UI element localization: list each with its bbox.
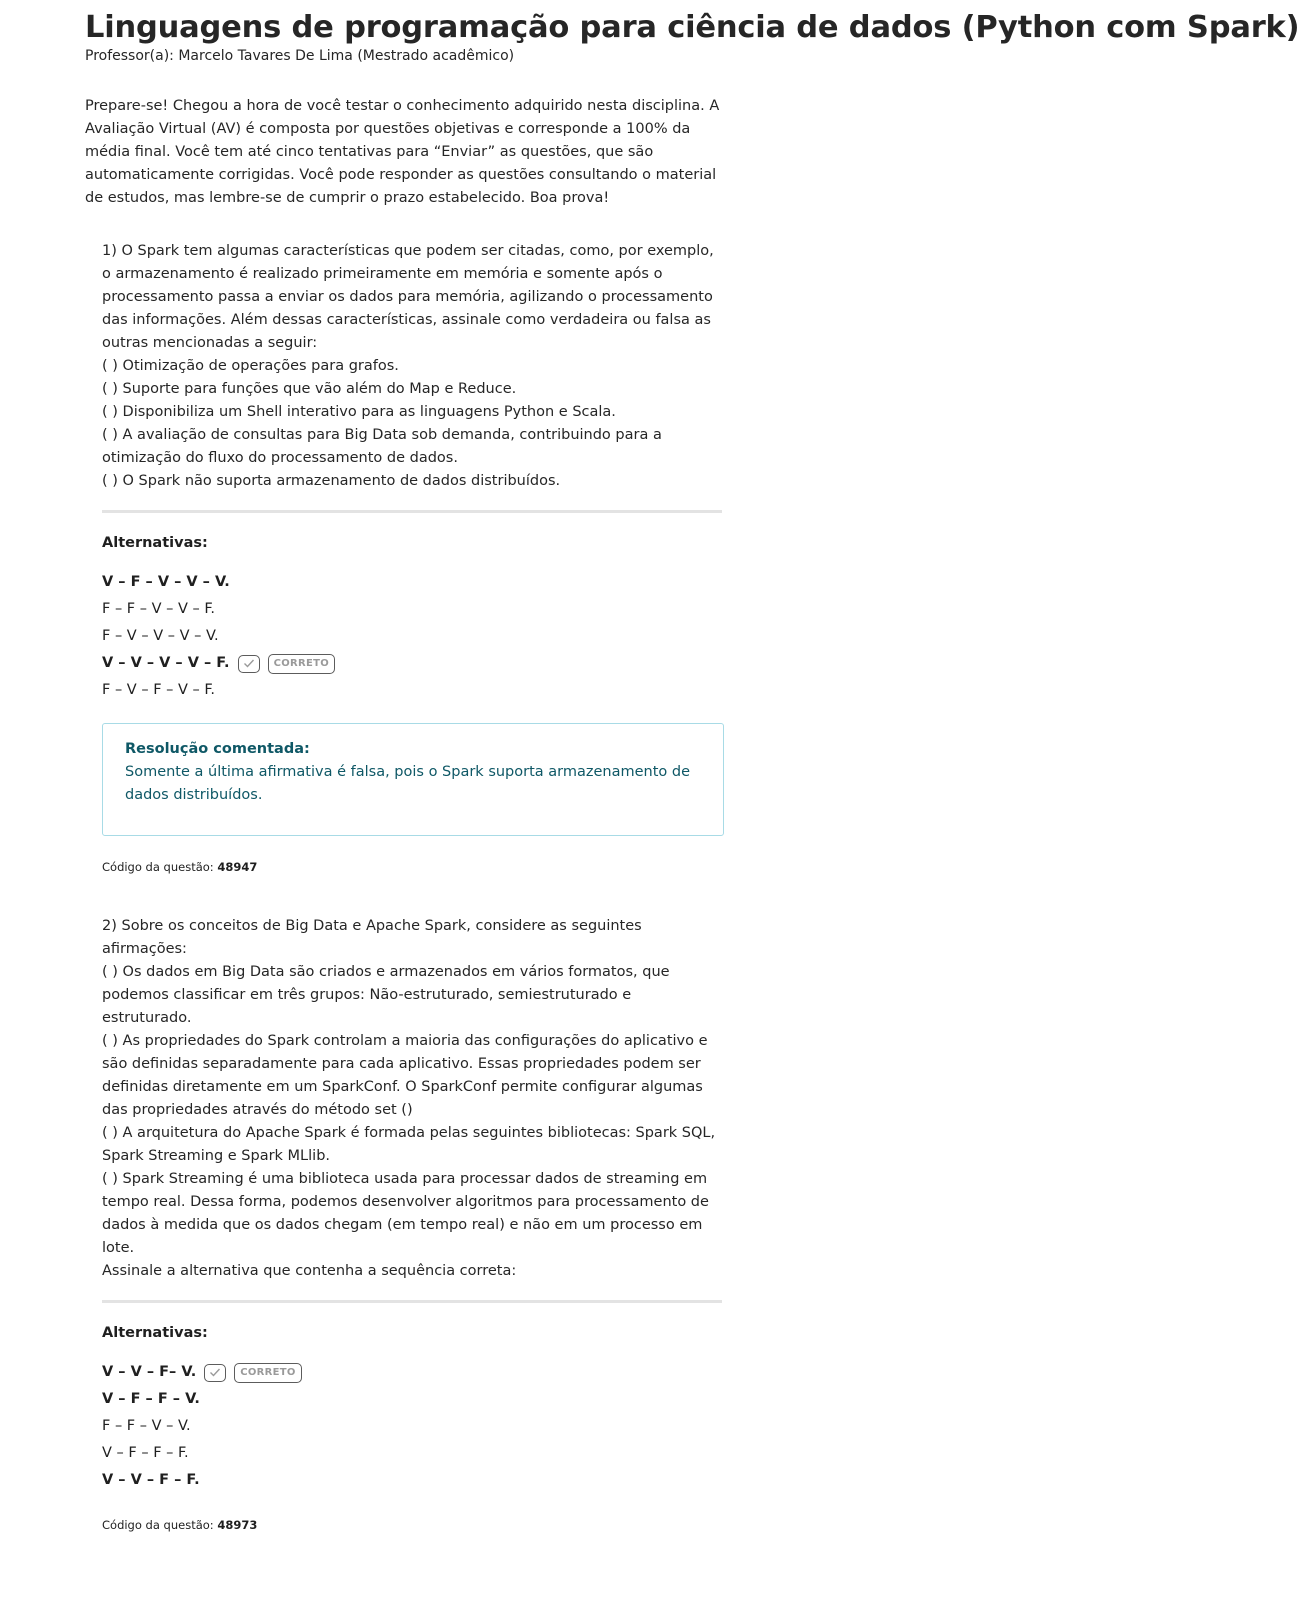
alternative-option[interactable] xyxy=(102,677,724,704)
alternative-label: V – F – V – V – V. xyxy=(102,574,230,590)
commented-resolution xyxy=(102,723,724,836)
statement-item: ( ) A arquitetura do Apache Spark é formada pelas seguintes bibliotecas: Spark SQL, Spark Streaming e Spark MLlib. xyxy=(102,1125,716,1164)
alternative-option[interactable] xyxy=(102,1386,724,1413)
question-statement: 1) O Spark tem algumas características que podem ser citadas, como, por exemplo, o armazenamento é realizado primeiramente em memória e somente após o processamento passa a enviar os dados para memória, agilizando o processamento das informações. Além dessas características, assinale como verdadeira ou falsa as outras mencionadas a seguir: xyxy=(102,243,714,351)
correct-badge: CORRETO xyxy=(234,1363,302,1383)
alternative-option-selected[interactable] xyxy=(102,650,724,677)
alternatives-list xyxy=(102,569,724,704)
alternative-option-selected[interactable] xyxy=(102,1359,724,1386)
alternative-option[interactable] xyxy=(102,569,724,596)
alternative-option[interactable] xyxy=(102,623,724,650)
alternative-label: V – V – F – F. xyxy=(102,1472,200,1488)
alternatives-heading: Alternativas: xyxy=(102,535,208,551)
alternatives-list xyxy=(102,1359,724,1494)
alternative-label: F – V – V – V – V. xyxy=(102,628,219,644)
statement-item: ( ) Suporte para funções que vão além do Map e Reduce. xyxy=(102,381,517,397)
question-code-value: 48973 xyxy=(217,1518,258,1532)
statement-item: ( ) Otimização de operações para grafos. xyxy=(102,358,399,374)
question-code xyxy=(102,860,724,874)
alternative-label: F – F – V – V – F. xyxy=(102,601,216,617)
question-statement: 2) Sobre os conceitos de Big Data e Apache Spark, considere as seguintes afirmações: xyxy=(102,918,642,957)
question-instruction: Assinale a alternativa que contenha a sequência correta: xyxy=(102,1263,517,1279)
divider xyxy=(102,1300,722,1303)
resolution-text: Somente a última afirmativa é falsa, pois o Spark suporta armazenamento de dados distribuídos. xyxy=(125,764,691,803)
statement-item: ( ) O Spark não suporta armazenamento de dados distribuídos. xyxy=(102,473,561,489)
statement-item: ( ) As propriedades do Spark controlam a maioria das configurações do aplicativo e são definidas separadamente para cada aplicativo. Essas propriedades podem ser definidas diretamente em um SparkConf. O SparkConf permite configurar algumas das propriedades através do método set () xyxy=(102,1033,708,1118)
statement-item: ( ) A avaliação de consultas para Big Data sob demanda, contribuindo para a otimização do fluxo do processamento de dados. xyxy=(102,427,662,466)
page-title: Linguagens de programação para ciência de dados (Python com Spark) xyxy=(85,10,1299,45)
statement-item: ( ) Disponibiliza um Shell interativo para as linguagens Python e Scala. xyxy=(102,404,616,420)
alternative-label: V – V – F– V. xyxy=(102,1364,197,1380)
checkmark-icon xyxy=(238,655,260,673)
statement-item: ( ) Os dados em Big Data são criados e armazenados em vários formatos, que podemos classificar em três grupos: Não-estruturado, semiestruturado e estruturado. xyxy=(102,964,670,1026)
alternative-option[interactable] xyxy=(102,596,724,623)
correct-badge: CORRETO xyxy=(268,654,336,674)
alternatives-heading: Alternativas: xyxy=(102,1325,208,1341)
professor-info: Professor(a): Marcelo Tavares De Lima (Mestrado acadêmico) xyxy=(85,48,515,64)
alternative-option[interactable] xyxy=(102,1440,724,1467)
question-1 xyxy=(102,240,724,874)
alternative-label: F – V – F – V – F. xyxy=(102,682,216,698)
question-code-label: Código da questão: xyxy=(102,860,214,874)
alternative-option[interactable] xyxy=(102,1413,724,1440)
alternative-label: V – F – F – V. xyxy=(102,1391,200,1407)
checkmark-icon xyxy=(204,1364,226,1382)
alternative-option[interactable] xyxy=(102,1467,724,1494)
question-code-label: Código da questão: xyxy=(102,1518,214,1532)
resolution-title: Resolução comentada: xyxy=(125,741,310,757)
question-code-value: 48947 xyxy=(217,860,258,874)
question-2-text xyxy=(102,915,724,1283)
intro-text: Prepare-se! Chegou a hora de você testar o conhecimento adquirido nesta disciplina. A Avaliação Virtual (AV) é composta por questões objetivas e corresponde a 100% da média final. Você tem até cinco tentativas para “Enviar” as questões, que são automaticamente corrigidas. Você pode responder as questões consultando o material de estudos, mas lembre-se de cumprir o prazo estabelecido. Boa prova! xyxy=(85,98,720,206)
question-code xyxy=(102,1518,724,1532)
question-1-text xyxy=(102,240,724,493)
alternative-label: V – F – F – F. xyxy=(102,1445,189,1461)
alternative-label: F – F – V – V. xyxy=(102,1418,191,1434)
alternative-label: V – V – V – V – F. xyxy=(102,655,230,671)
question-2 xyxy=(102,915,724,1532)
statement-item: ( ) Spark Streaming é uma biblioteca usada para processar dados de streaming em tempo real. Dessa forma, podemos desenvolver algoritmos para processamento de dados à medida que os dados chegam (em tempo real) e não em um processo em lote. xyxy=(102,1171,709,1256)
divider xyxy=(102,510,722,513)
